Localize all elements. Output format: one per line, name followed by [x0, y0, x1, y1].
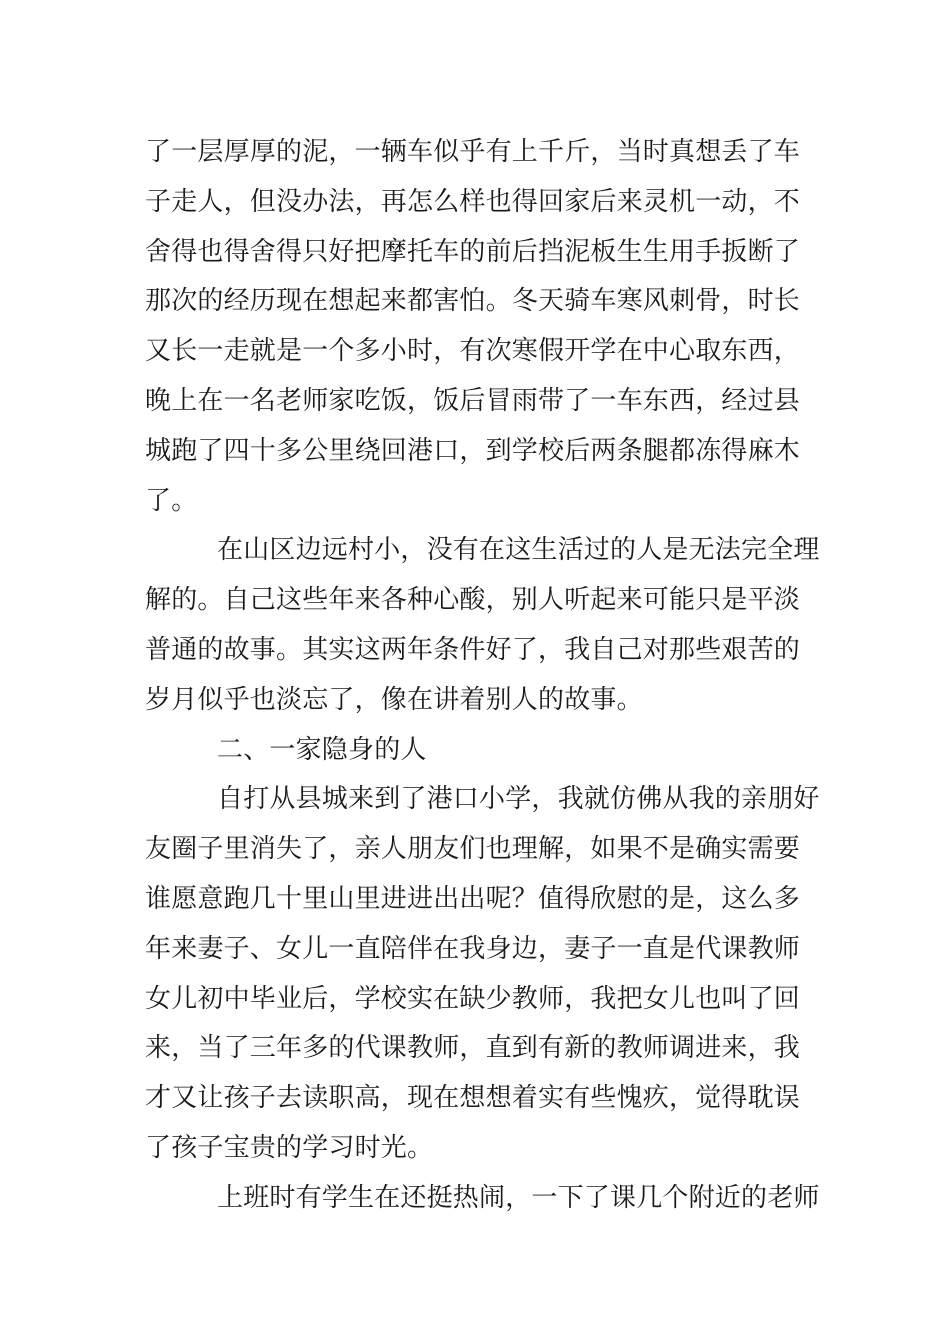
text-line: 上班时有学生在还挺热闹，一下了课几个附近的老师	[217, 1182, 820, 1213]
text-line: 又长一走就是一个多小时，有次寒假开学在中心取东西，	[145, 336, 801, 367]
text-line: 才又让孩子去读职高，现在想想着实有些愧疚，觉得耽误	[145, 1083, 801, 1114]
text-line: 自打从县城来到了港口小学，我就仿佛从我的亲朋好	[217, 784, 820, 815]
paragraph-p1	[145, 128, 810, 526]
text-line: 了孩子宝贵的学习时光。	[145, 1132, 434, 1163]
text-line: 年来妻子、女儿一直陪伴在我身边，妻子一直是代课教师	[145, 933, 801, 964]
text-line: 普通的故事。其实这两年条件好了，我自己对那些艰苦的	[145, 634, 801, 665]
text-line: 在山区边远村小，没有在这生活过的人是无法完全理	[217, 535, 820, 566]
text-line: 解的。自己这些年来各种心酸，别人听起来可能只是平淡	[145, 585, 801, 616]
text-line: 子走人，但没办法，再怎么样也得回家后来灵机一动，不	[145, 186, 801, 217]
text-line: 了一层厚厚的泥，一辆车似乎有上千斤，当时真想丢了车	[145, 137, 801, 167]
text-line: 城跑了四十多公里绕回港口，到学校后两条腿都冻得麻木	[145, 435, 801, 466]
paragraph-p3	[145, 775, 820, 1173]
text-line: 岁月似乎也淡忘了，像在讲着别人的故事。	[145, 684, 643, 715]
text-line: 了。	[145, 485, 198, 516]
text-line: 舍得也得舍得只好把摩托车的前后挡泥板生生用手扳断了	[145, 236, 801, 267]
text-line: 那次的经历现在想起来都害怕。冬天骑车寒风刺骨，时长	[145, 286, 801, 317]
text-line: 晚上在一名老师家吃饭，饭后冒雨带了一车东西，经过县	[145, 385, 801, 416]
document-page	[145, 128, 820, 1224]
paragraph-p4	[145, 1174, 820, 1224]
heading-text: 二、一家隐身的人	[217, 734, 427, 765]
section-heading	[145, 726, 810, 776]
text-line: 友圈子里消失了，亲人朋友们也理解，如果不是确实需要	[145, 834, 801, 865]
text-line: 女儿初中毕业后，学校实在缺少教师，我把女儿也叫了回	[145, 983, 801, 1014]
text-line: 来，当了三年多的代课教师，直到有新的教师调进来，我	[145, 1033, 801, 1064]
paragraph-p2	[145, 526, 820, 725]
text-line: 谁愿意跑几十里山里进进出出呢？值得欣慰的是，这么多	[145, 883, 801, 914]
